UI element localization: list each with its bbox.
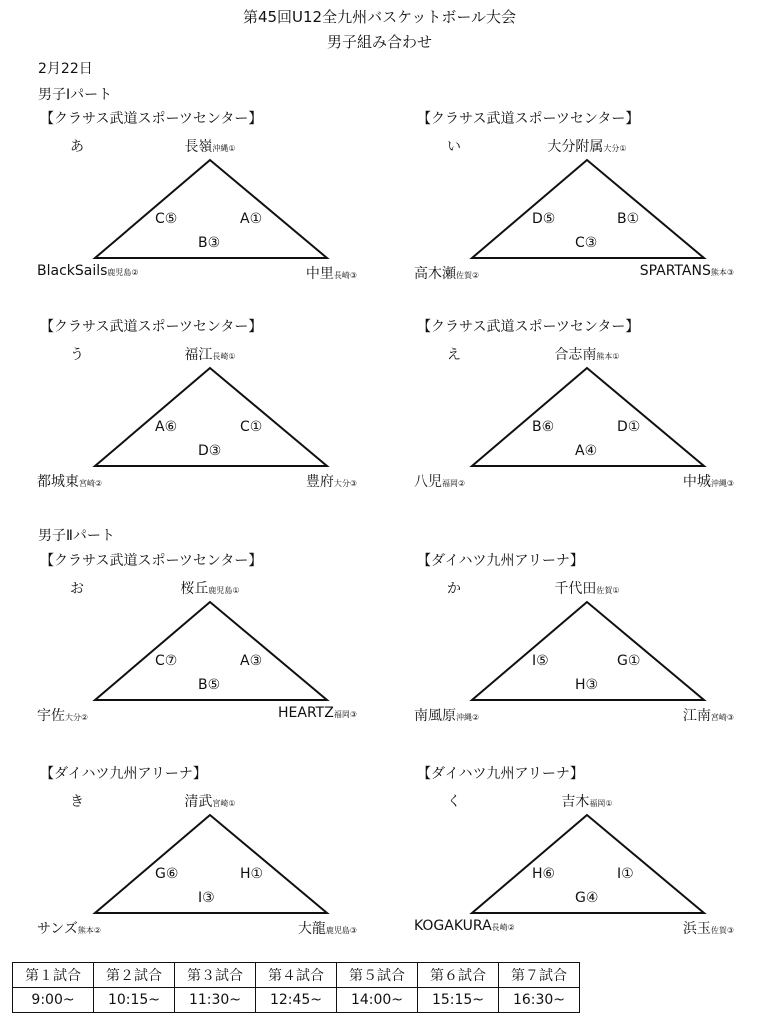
- game-bottom-side: D③: [198, 443, 222, 459]
- team-prefecture: 福岡①: [589, 799, 613, 808]
- team-left: [414, 263, 479, 283]
- group-letter: き: [70, 794, 84, 810]
- game-right-side: H①: [240, 866, 264, 882]
- team-left: [414, 918, 515, 934]
- schedule-time-cell: 10:15~: [94, 988, 175, 1013]
- game-left-side: D⑤: [532, 211, 556, 227]
- team-name: 中里: [305, 266, 334, 282]
- team-right: [534, 263, 734, 279]
- team-name: 都城東: [37, 474, 79, 490]
- group-letter: か: [447, 581, 461, 597]
- schedule-game-cell: 第５試合: [337, 963, 418, 988]
- team-prefecture: 鹿児島②: [107, 268, 139, 277]
- team-prefecture: 長崎①: [212, 352, 236, 361]
- team-name: BlackSails: [37, 263, 108, 279]
- team-prefecture: 福岡②: [442, 479, 466, 488]
- team-prefecture: 沖縄②: [456, 713, 480, 722]
- schedule-games-row: [13, 963, 580, 988]
- game-bottom-side: B⑤: [198, 677, 221, 693]
- group-letter: お: [70, 581, 84, 597]
- game-left-side: H⑥: [532, 866, 556, 882]
- team-prefecture: 佐賀②: [456, 271, 480, 280]
- team-prefecture: 沖縄①: [212, 144, 236, 153]
- schedule-game-cell: 第４試合: [256, 963, 337, 988]
- team-name: 大分附属: [547, 139, 604, 155]
- team-prefecture: 鹿児島③: [325, 926, 357, 935]
- team-prefecture: 長崎②: [491, 923, 515, 932]
- team-right: [534, 705, 734, 725]
- schedule-game-cell: 第３試合: [175, 963, 256, 988]
- game-left-side: B⑥: [532, 419, 555, 435]
- game-left-side: I⑤: [532, 653, 549, 669]
- team-left: [37, 918, 101, 938]
- game-right-side: D①: [617, 419, 641, 435]
- team-name: 南風原: [414, 708, 456, 724]
- team-prefecture: 長崎③: [333, 271, 357, 280]
- team-top: [507, 344, 667, 364]
- team-prefecture: 宮崎②: [79, 479, 103, 488]
- team-name: 宇佐: [37, 708, 65, 724]
- team-prefecture: 佐賀③: [710, 926, 734, 935]
- team-prefecture: 大分②: [65, 713, 89, 722]
- team-name: SPARTANS: [639, 263, 711, 279]
- schedule-time-cell: 14:00~: [337, 988, 418, 1013]
- schedule-time-cell: 12:45~: [256, 988, 337, 1013]
- game-right-side: C①: [240, 419, 263, 435]
- document-subtitle: 男子組み合わせ: [326, 33, 432, 51]
- team-right: [534, 471, 734, 491]
- team-left: [37, 705, 88, 725]
- team-left: [414, 705, 479, 725]
- game-left-side: C⑦: [155, 653, 178, 669]
- game-right-side: A③: [240, 653, 263, 669]
- schedule-time-cell: 16:30~: [499, 988, 580, 1013]
- group-letter: う: [70, 347, 84, 363]
- venue-label: 【クラサス武道スポーツセンター】: [417, 111, 640, 127]
- team-prefecture: 熊本③: [710, 268, 734, 277]
- schedule-times-row: [13, 988, 580, 1013]
- team-name: 桜丘: [180, 581, 209, 597]
- schedule-table: [12, 962, 580, 1013]
- team-prefecture: 宮崎①: [212, 799, 236, 808]
- game-bottom-side: C③: [575, 235, 598, 251]
- part-2-label: 男子Ⅱパート: [38, 528, 115, 544]
- team-name: 高木瀬: [414, 266, 456, 282]
- team-top: [507, 578, 667, 598]
- team-right: [157, 918, 357, 938]
- team-top: [130, 578, 290, 598]
- team-prefecture: 大分①: [603, 144, 627, 153]
- team-right: [157, 705, 357, 721]
- document-title: 第45回U12全九州バスケットボール大会: [242, 8, 517, 26]
- schedule-time-cell: 11:30~: [175, 988, 256, 1013]
- team-name: 大龍: [297, 921, 326, 937]
- team-name: 豊府: [305, 474, 334, 490]
- date-label: 2月22日: [38, 61, 93, 77]
- venue-label: 【クラサス武道スポーツセンター】: [417, 319, 640, 335]
- venue-label: 【ダイハツ九州アリーナ】: [40, 766, 207, 782]
- group-letter: え: [447, 347, 461, 363]
- team-prefecture: 沖縄③: [710, 479, 734, 488]
- team-name: サンズ: [37, 921, 78, 937]
- venue-label: 【クラサス武道スポーツセンター】: [40, 553, 263, 569]
- team-right: [157, 471, 357, 491]
- game-left-side: C⑤: [155, 211, 178, 227]
- team-top: [507, 136, 667, 156]
- team-name: 中城: [682, 474, 711, 490]
- schedule-time-cell: 15:15~: [418, 988, 499, 1013]
- venue-label: 【クラサス武道スポーツセンター】: [40, 319, 263, 335]
- game-right-side: I①: [617, 866, 634, 882]
- game-bottom-side: A④: [575, 443, 598, 459]
- team-top: [507, 791, 667, 811]
- team-right: [534, 918, 734, 938]
- team-prefecture: 熊本①: [596, 352, 620, 361]
- game-bottom-side: H③: [575, 677, 599, 693]
- venue-label: 【ダイハツ九州アリーナ】: [417, 553, 584, 569]
- team-name: 江南: [682, 708, 711, 724]
- group-letter: い: [447, 139, 461, 155]
- schedule-game-cell: 第７試合: [499, 963, 580, 988]
- venue-label: 【クラサス武道スポーツセンター】: [40, 111, 263, 127]
- schedule-time-cell: 9:00~: [13, 988, 94, 1013]
- team-name: 吉木: [561, 794, 590, 810]
- team-top: [130, 791, 290, 811]
- group-letter: あ: [70, 139, 84, 155]
- schedule-game-cell: 第１試合: [13, 963, 94, 988]
- team-left: [414, 471, 465, 491]
- team-prefecture: 鹿児島①: [208, 586, 240, 595]
- team-top: [130, 136, 290, 156]
- team-top: [130, 344, 290, 364]
- team-name: 浜玉: [682, 921, 711, 937]
- team-prefecture: 熊本②: [77, 926, 102, 935]
- team-name: 千代田: [554, 581, 597, 597]
- game-bottom-side: B③: [198, 235, 221, 251]
- game-right-side: A①: [240, 211, 263, 227]
- venue-label: 【ダイハツ九州アリーナ】: [417, 766, 584, 782]
- part-1-label: 男子Ⅰパート: [38, 87, 113, 103]
- team-name: 福江: [184, 347, 213, 363]
- team-prefecture: 佐賀①: [596, 586, 620, 595]
- game-right-side: B①: [617, 211, 640, 227]
- team-prefecture: 宮崎③: [710, 713, 734, 722]
- team-right: [157, 263, 357, 283]
- schedule-game-cell: 第２試合: [94, 963, 175, 988]
- team-left: [37, 263, 139, 279]
- game-bottom-side: G④: [575, 890, 599, 906]
- team-name: KOGAKURA: [414, 918, 492, 934]
- game-left-side: G⑥: [155, 866, 179, 882]
- game-right-side: G①: [617, 653, 641, 669]
- team-name: 八児: [414, 474, 442, 490]
- team-prefecture: 福岡③: [333, 710, 357, 719]
- team-name: 合志南: [554, 347, 597, 363]
- team-prefecture: 大分③: [333, 479, 357, 488]
- team-name: 清武: [184, 794, 213, 810]
- game-left-side: A⑥: [155, 419, 178, 435]
- group-letter: く: [447, 794, 461, 810]
- team-left: [37, 471, 102, 491]
- team-name: 長嶺: [184, 139, 213, 155]
- team-name: HEARTZ: [278, 705, 334, 721]
- game-bottom-side: I③: [198, 890, 215, 906]
- schedule-game-cell: 第６試合: [418, 963, 499, 988]
